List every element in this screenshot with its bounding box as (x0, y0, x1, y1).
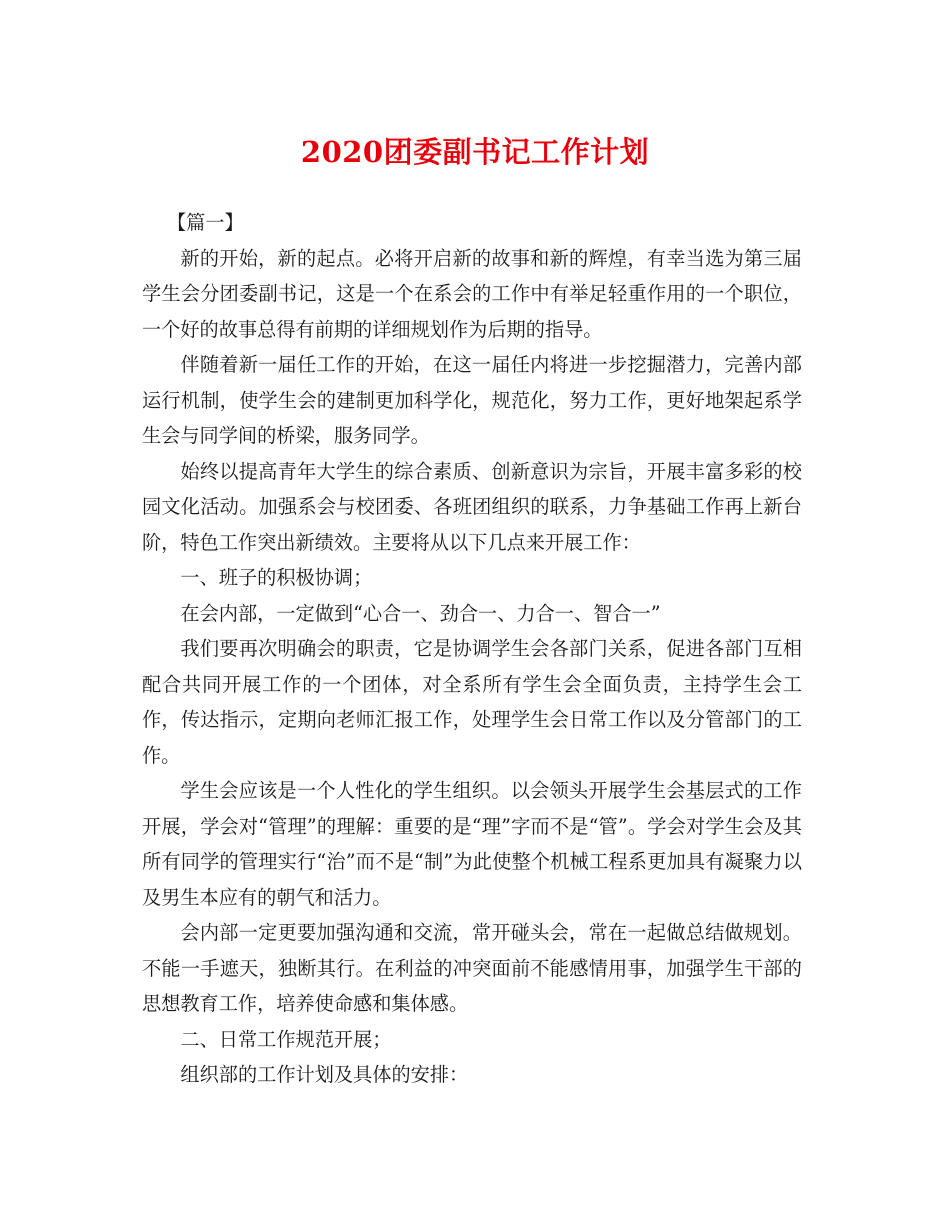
section-heading: 一、班子的积极协调； (180, 566, 373, 589)
paragraph: 始终以提高青年大学生的综合素质、创新意识为宗旨，开展丰富多彩的校园文化活动。加强系会与校团委、各班团组织的联系，力争基础工作再上新台阶，特色工作突出新绩效。主要将从以下几点来开展工作： (142, 459, 802, 554)
paragraph: 学生会应该是一个人性化的学生组织。以会领头开展学生会基层式的工作开展，学会对“管理”的理解：重要的是“理”字而不是“管”。学会对学生会及其所有同学的管理实行“治”而不是“制”为此使整个机械工程系更加具有凝聚力以及男生本应有的朝气和活力。 (142, 779, 802, 909)
paragraph: 组织部的工作计划及具体的安排： (180, 1063, 469, 1086)
document-body (142, 205, 802, 1093)
paragraph: 伴随着新一届任工作的开始，在这一届任内将进一步挖掘潜力，完善内部运行机制，使学生会的建制更加科学化，规范化，努力工作，更好地架起系学生会与同学间的桥梁，服务同学。 (142, 353, 802, 447)
document-title: 2020团委副书记工作计划 (300, 135, 650, 169)
section-tag: 【篇一】 (167, 211, 244, 234)
paragraph: 我们要再次明确会的职责，它是协调学生会各部门关系，促进各部门互相配合共同开展工作的一个团体，对全系所有学生会全面负责，主持学生会工作，传达指示，定期向老师汇报工作，处理学生会日常工作以及分管部门的工作。 (142, 637, 802, 767)
paragraph: 会内部一定更要加强沟通和交流，常开碰头会，常在一起做总结做规划。不能一手遮天，独断其行。在利益的冲突面前不能感情用事，加强学生干部的思想教育工作，培养使命感和集体感。 (142, 921, 802, 1015)
paragraph: 在会内部，一定做到“心合一、劲合一、力合一、智合一” (180, 601, 661, 625)
section-heading: 二、日常工作规范开展； (180, 1027, 392, 1051)
paragraph: 新的开始，新的起点。必将开启新的故事和新的辉煌，有幸当选为第三届学生会分团委副书记，这是一个在系会的工作中有举足轻重作用的一个职位，一个好的故事总得有前期的详细规划作为后期的指导。 (142, 246, 802, 341)
